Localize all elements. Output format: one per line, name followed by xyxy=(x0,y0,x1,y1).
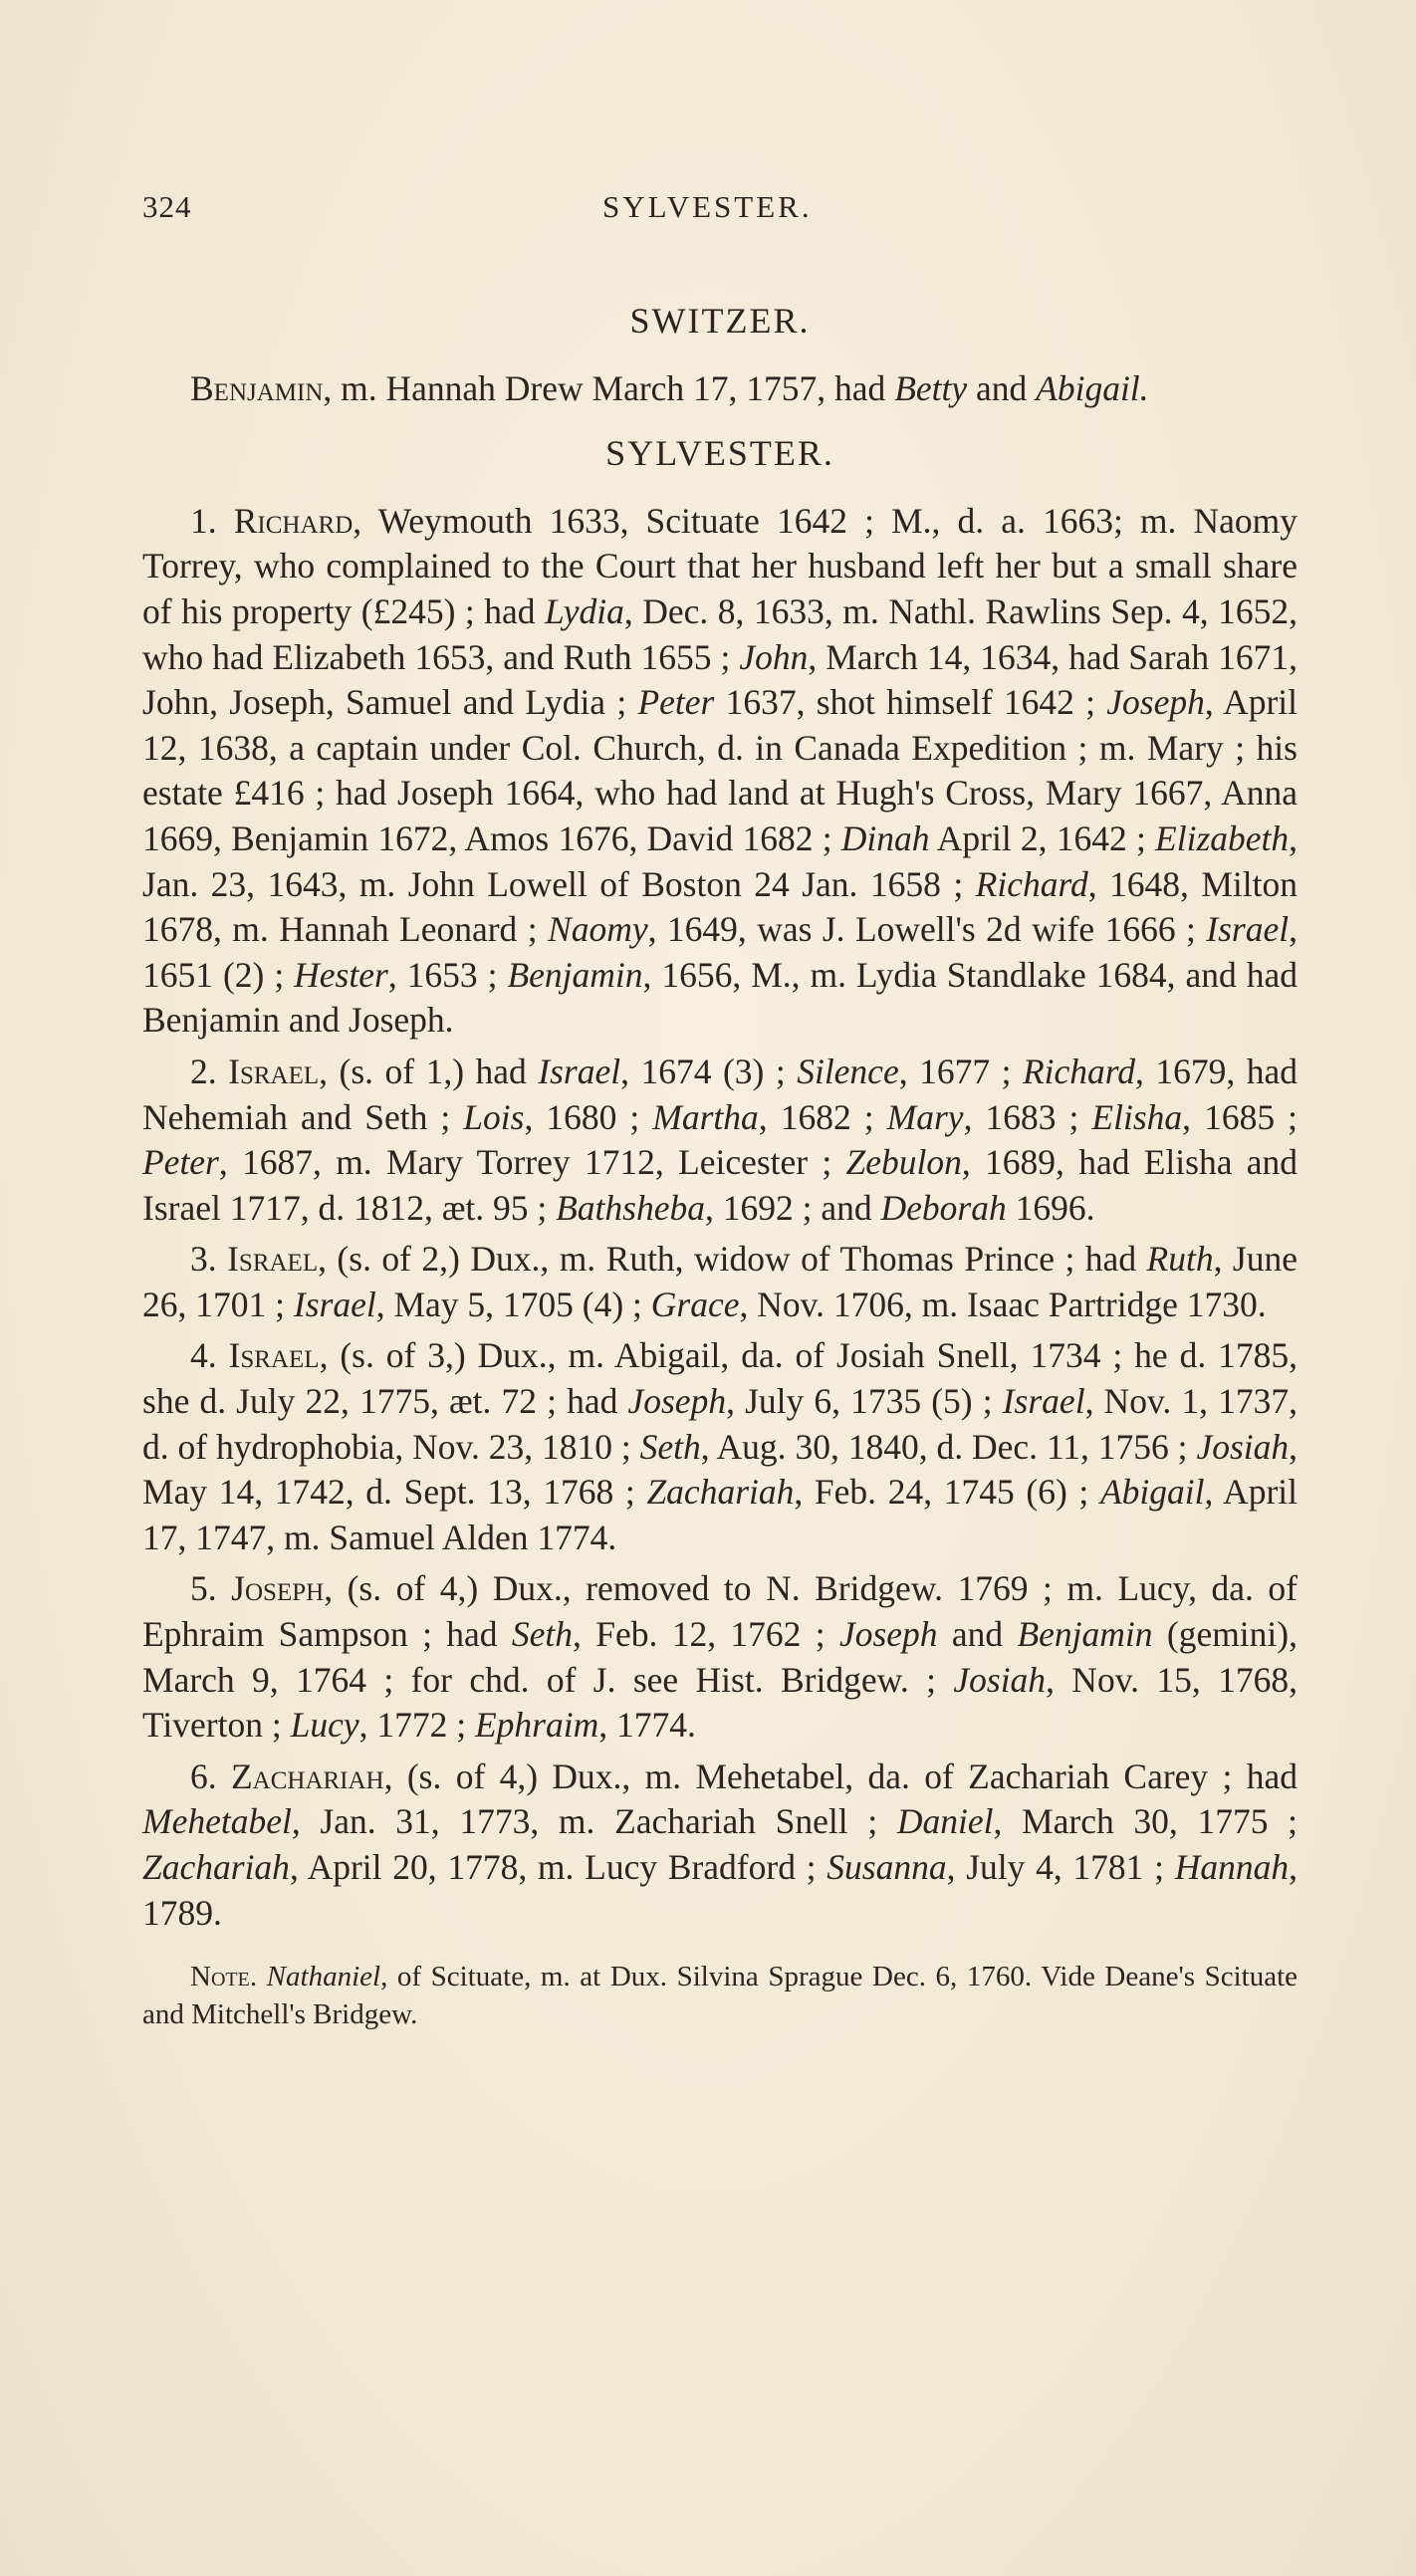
entry-1: 1. Richard, Weymouth 1633, Scituate 1642 ; M., d. a. 1663; m. Naomy Torrey, who complained to the Court that her husband left her but a small share of his property (£245) ; had Lydia, Dec. 8, 1633, m. Nathl. Rawlins Sep. 4, 1652, who had Elizabeth 1653, and Ruth 1655 ; John, March 14, 1634, had Sarah 1671, John, Joseph, Samuel and Lydia ; Peter 1637, shot himself 1642 ; Joseph, April 12, 1638, a captain under Col. Church, d. in Canada Expedition ; m. Mary ; his estate £416 ; had Joseph 1664, who had land at Hugh's Cross, Mary 1667, Anna 1669, Benjamin 1672, Amos 1676, David 1682 ; Dinah April 2, 1642 ; Elizabeth, Jan. 23, 1643, m. John Lowell of Boston 24 Jan. 1658 ; Richard, 1648, Milton 1678, m. Hannah Leonard ; Naomy, 1649, was J. Lowell's 2d wife 1666 ; Israel, 1651 (2) ; Hester, 1653 ; Benjamin, 1656, M., m. Lydia Standlake 1684, and had Benjamin and Joseph. xyxy=(142,500,1298,1041)
note-label: Note. xyxy=(190,1961,258,1993)
entry-name: Zachariah xyxy=(230,1756,384,1796)
heading-switzer: SWITZER. xyxy=(629,301,811,341)
heading-sylvester: SYLVESTER. xyxy=(605,433,834,474)
entry-name: Joseph xyxy=(231,1568,325,1609)
entry-name: Israel xyxy=(228,1335,320,1376)
entry-name: Israel xyxy=(227,1239,319,1280)
running-title: SYLVESTER. xyxy=(602,189,813,224)
entry-5: 5. Joseph, (s. of 4,) Dux., removed to N. Bridgew. 1769 ; m. Lucy, da. of Ephraim Sampson ; had Seth, Feb. 12, 1762 ; Joseph and Benjamin (gemini), March 9, 1764 ; for chd. of J. see Hist. Bridgew. ; Josiah, Nov. 15, 1768, Tiverton ; Lucy, 1772 ; Ephraim, 1774. xyxy=(142,1568,1298,1746)
entry-name: Richard xyxy=(233,500,354,541)
footnote: Note. Nathaniel, of Scituate, m. at Dux. Silvina Sprague Dec. 6, 1760. Vide Deane's Scituate and Mitchell's Bridgew. xyxy=(142,1961,1298,2031)
entry-name: Israel xyxy=(228,1051,320,1091)
entry-name: Benjamin xyxy=(190,367,324,408)
page-body xyxy=(142,299,1298,2033)
entry-3: 3. Israel, (s. of 2,) Dux., m. Ruth, widow of Thomas Prince ; had Ruth, June 26, 1701 ; Israel, May 5, 1705 (4) ; Grace, Nov. 1706, m. Isaac Partridge 1730. xyxy=(142,1239,1298,1324)
page-number: 324 xyxy=(142,189,192,224)
switzer-entry: Benjamin, m. Hannah Drew March 17, 1757, had Betty and Abigail. xyxy=(190,367,1149,408)
entry-2: 2. Israel, (s. of 1,) had Israel, 1674 (3) ; Silence, 1677 ; Richard, 1679, had Nehemiah and Seth ; Lois, 1680 ; Martha, 1682 ; Mary, 1683 ; Elisha, 1685 ; Peter, 1687, m. Mary Torrey 1712, Leicester ; Zebulon, 1689, had Elisha and Israel 1717, d. 1812, æt. 95 ; Bathsheba, 1692 ; and Deborah 1696. xyxy=(142,1051,1298,1228)
entry-6: 6. Zachariah, (s. of 4,) Dux., m. Mehetabel, da. of Zachariah Carey ; had Mehetabel, Jan. 31, 1773, m. Zachariah Snell ; Daniel, March 30, 1775 ; Zachariah, April 20, 1778, m. Lucy Bradford ; Susanna, July 4, 1781 ; Hannah, 1789. xyxy=(142,1756,1298,1933)
running-head xyxy=(142,189,1298,239)
entry-4: 4. Israel, (s. of 3,) Dux., m. Abigail, da. of Josiah Snell, 1734 ; he d. 1785, she d. July 22, 1775, æt. 72 ; had Joseph, July 6, 1735 (5) ; Israel, Nov. 1, 1737, d. of hydrophobia, Nov. 23, 1810 ; Seth, Aug. 30, 1840, d. Dec. 11, 1756 ; Josiah, May 14, 1742, d. Sept. 13, 1768 ; Zachariah, Feb. 24, 1745 (6) ; Abigail, April 17, 1747, m. Samuel Alden 1774. xyxy=(142,1335,1298,1557)
